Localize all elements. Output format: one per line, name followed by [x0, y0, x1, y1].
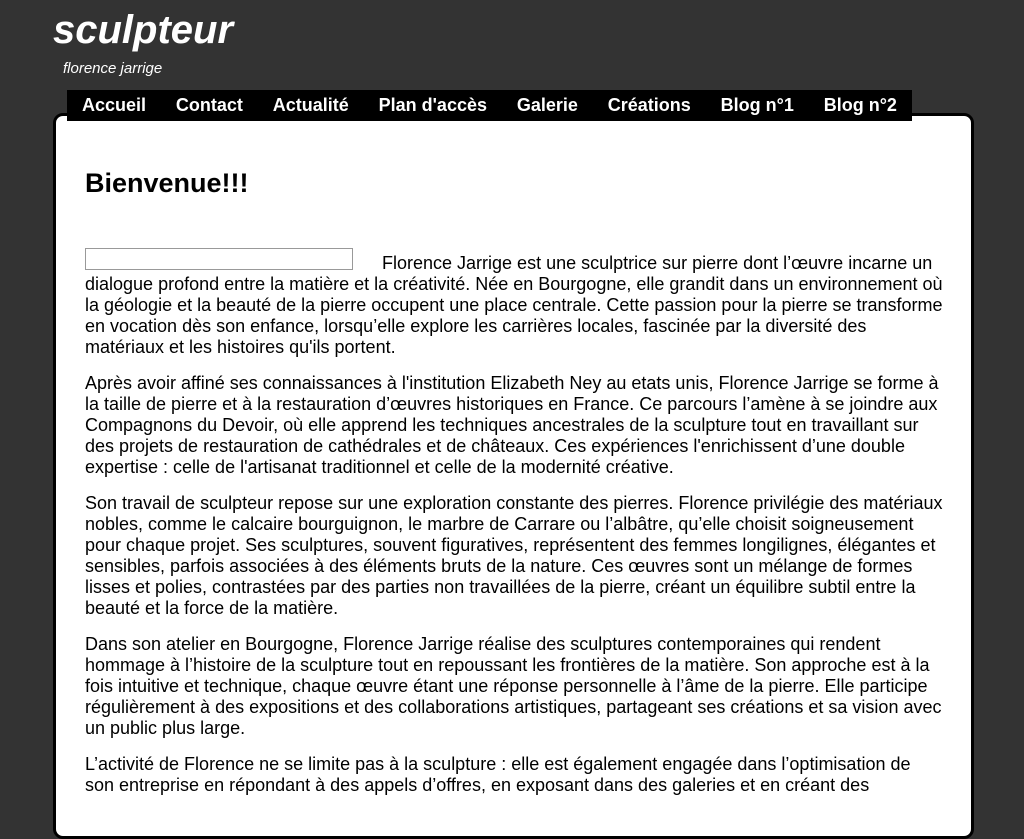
paragraph: Après avoir affiné ses connaissances à l'institution Elizabeth Ney au etats unis, Florence Jarrige se forme à la taille de pierre et à la restauration d’œuvres historiques en France. Ce parcours l’amène à se joindre aux Compagnons du Devoir, où elle apprend les techniques ancestrales de la sculpture tout en travaillant sur des projets de restauration de cathédrales et de châteaux. Ces expériences l'enrichissent d’une double expertise : celle de l'artisanat traditionnel et celle de la modernité créative. — [85, 373, 939, 477]
paragraph: Son travail de sculpteur repose sur une exploration constante des pierres. Florence privilégie des matériaux nobles, comme le calcaire bourguignon, le marbre de Carrare ou l’albâtre, qu’elle choisit soigneusement pour chaque projet. Ses sculptures, souvent figuratives, représentent des femmes longilignes, élégantes et sensibles, parfois associées à des éléments bruts de la nature. Ces œuvres sont un mélange de formes lisses et polies, contrastées par des parties non travaillées de la pierre, créant un équilibre subtil entre la beauté et la force de la matière. — [85, 493, 943, 618]
nav-item-blog-2[interactable]: Blog n°2 — [823, 95, 897, 115]
image-placeholder — [85, 248, 353, 270]
site-title: sculpteur — [53, 8, 234, 52]
nav-item-accueil[interactable]: Accueil — [82, 95, 147, 115]
nav-item-blog-1[interactable]: Blog n°1 — [720, 95, 794, 115]
nav-item-plan-acces[interactable]: Plan d'accès — [378, 95, 487, 115]
nav-item-galerie[interactable]: Galerie — [516, 95, 578, 115]
main-nav — [67, 90, 912, 121]
nav-item-actualite[interactable]: Actualité — [272, 95, 349, 115]
article — [85, 253, 943, 796]
paragraph: L’activité de Florence ne se limite pas à la sculpture : elle est également engagée dans l’optimisation de son entreprise en répondant à des appels d’offres, en exposant dans des galeries et en créant des — [85, 754, 911, 795]
site-subtitle: florence jarrige — [63, 60, 163, 77]
paragraph: Dans son atelier en Bourgogne, Florence Jarrige réalise des sculptures contemporaines qui rendent hommage à l’histoire de la sculpture tout en repoussant les frontières de la matière. Son approche est à la fois intuitive et technique, chaque œuvre étant une réponse personnelle à l’âme de la pierre. Elle participe régulièrement à des expositions et des collaborations artistiques, partageant ses créations et sa vision avec un public plus large. — [85, 634, 942, 738]
paragraph: Florence Jarrige est une sculptrice sur pierre dont l’œuvre incarne un dialogue profond entre la matière et la créativité. Née en Bourgogne, elle grandit dans un environnement où la géologie et la beauté de la pierre occupent une place centrale. Cette passion pour la pierre se transforme en vocation dès son enfance, lorsqu’elle explore les carrières locales, fascinée par la diversité des matériaux et les histoires qu'ils portent. — [85, 253, 943, 357]
page-title: Bienvenue!!! — [85, 168, 249, 198]
nav-item-creations[interactable]: Créations — [607, 95, 691, 115]
main-content — [85, 160, 943, 811]
nav-item-contact[interactable]: Contact — [175, 95, 243, 115]
